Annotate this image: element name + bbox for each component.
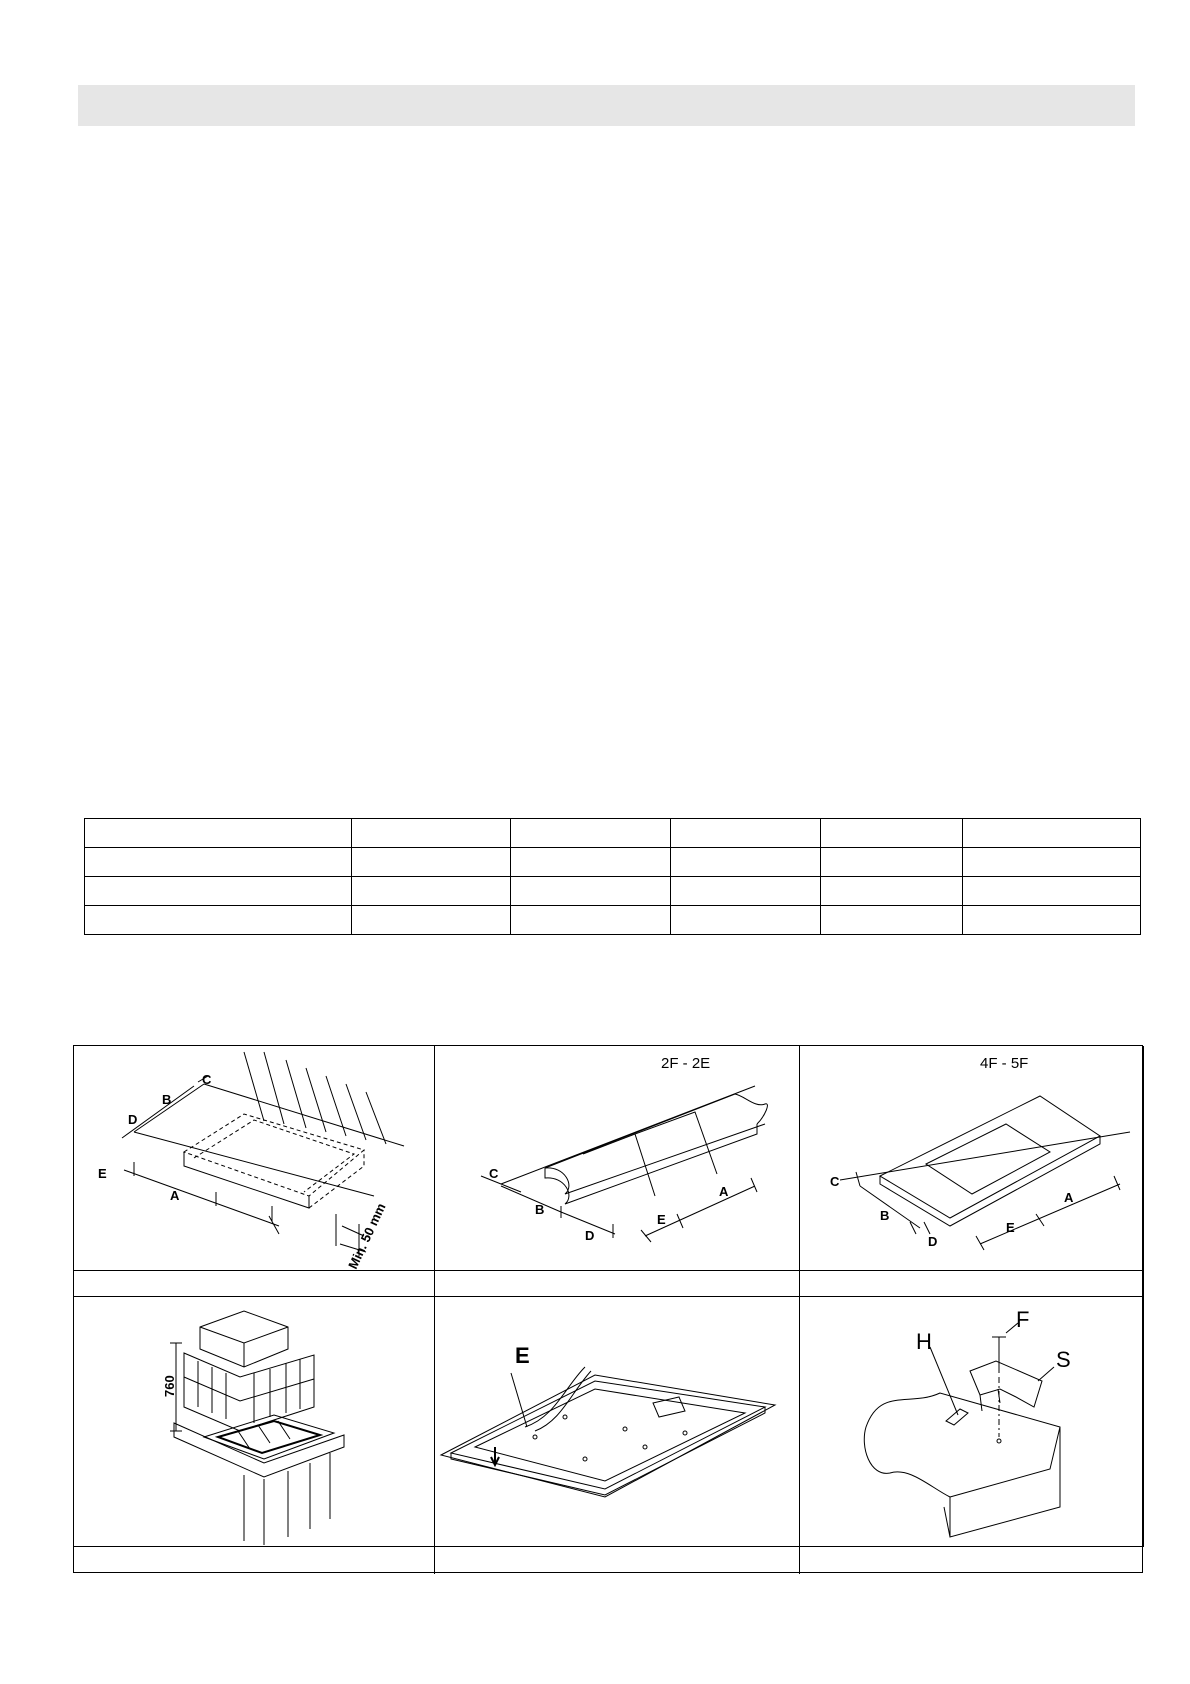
fig1-label-min: Min. 50 mm bbox=[345, 1200, 389, 1271]
table-cell bbox=[963, 848, 1141, 877]
cutout-4f-5f-drawing bbox=[800, 1046, 1144, 1271]
hood-height-drawing bbox=[74, 1297, 435, 1547]
fig3-label-a: A bbox=[1064, 1190, 1074, 1205]
installation-figures-grid bbox=[73, 1045, 1143, 1573]
seal-underside-drawing bbox=[435, 1297, 800, 1547]
figure-caption bbox=[800, 1547, 1144, 1574]
fig1-label-b: B bbox=[162, 1092, 172, 1107]
dimensions-table bbox=[84, 818, 1141, 935]
figure-caption bbox=[435, 1547, 800, 1574]
table-row bbox=[85, 848, 1141, 877]
table-cell bbox=[85, 819, 352, 848]
table-cell bbox=[671, 877, 821, 906]
table-cell bbox=[511, 819, 671, 848]
table-row bbox=[85, 819, 1141, 848]
fig3-title: 4F - 5F bbox=[980, 1055, 1029, 1072]
table-cell bbox=[963, 906, 1141, 935]
table-cell bbox=[85, 877, 352, 906]
table-cell bbox=[511, 877, 671, 906]
fig5-label-e: E bbox=[515, 1343, 530, 1368]
table-cell bbox=[821, 819, 963, 848]
figure-cutout-4f-5f bbox=[800, 1046, 1144, 1271]
table-row bbox=[85, 877, 1141, 906]
figure-hood-height bbox=[74, 1297, 435, 1547]
fixing-bracket-drawing bbox=[800, 1297, 1144, 1547]
fig3-label-c: C bbox=[830, 1174, 840, 1189]
table-cell bbox=[821, 848, 963, 877]
table-cell bbox=[352, 877, 511, 906]
table-row bbox=[85, 906, 1141, 935]
table-cell bbox=[821, 906, 963, 935]
fig3-label-b: B bbox=[880, 1208, 890, 1223]
table-cell bbox=[85, 848, 352, 877]
table-cell bbox=[511, 848, 671, 877]
fig2-label-e: E bbox=[657, 1212, 666, 1227]
fig1-label-a: A bbox=[170, 1188, 180, 1203]
fig2-label-c: C bbox=[489, 1166, 499, 1181]
table-cell bbox=[85, 906, 352, 935]
figure-cutout-2f-2e bbox=[435, 1046, 800, 1271]
table-cell bbox=[352, 848, 511, 877]
figure-caption bbox=[74, 1547, 435, 1574]
fig3-label-e: E bbox=[1006, 1220, 1015, 1235]
fig2-label-a: A bbox=[719, 1184, 729, 1199]
table-cell bbox=[511, 906, 671, 935]
table-cell bbox=[671, 819, 821, 848]
fig6-label-f: F bbox=[1016, 1307, 1030, 1332]
cutout-2f-2e-drawing bbox=[435, 1046, 800, 1271]
fig2-label-d: D bbox=[585, 1228, 595, 1243]
fig1-label-c: C bbox=[202, 1072, 212, 1087]
figure-caption bbox=[435, 1271, 800, 1297]
table-cell bbox=[352, 906, 511, 935]
table-cell bbox=[352, 819, 511, 848]
cutout-clearances-drawing bbox=[74, 1046, 435, 1271]
figure-seal-underside bbox=[435, 1297, 800, 1547]
table-cell bbox=[671, 848, 821, 877]
fig6-label-s: S bbox=[1056, 1347, 1071, 1372]
figure-caption bbox=[74, 1271, 435, 1297]
figure-cutout-clearances bbox=[74, 1046, 435, 1271]
fig3-label-d: D bbox=[928, 1234, 938, 1249]
figure-fixing-bracket bbox=[800, 1297, 1144, 1547]
fig1-label-d: D bbox=[128, 1112, 138, 1127]
section-header-bar bbox=[78, 85, 1135, 126]
fig1-label-e: E bbox=[98, 1166, 107, 1181]
figure-caption bbox=[800, 1271, 1144, 1297]
table-cell bbox=[963, 877, 1141, 906]
table-cell bbox=[671, 906, 821, 935]
table-cell bbox=[963, 819, 1141, 848]
table-cell bbox=[821, 877, 963, 906]
fig2-title: 2F - 2E bbox=[661, 1055, 711, 1072]
fig4-label-height: 760 bbox=[162, 1375, 177, 1397]
fig6-label-h: H bbox=[916, 1329, 932, 1354]
fig2-label-b: B bbox=[535, 1202, 545, 1217]
